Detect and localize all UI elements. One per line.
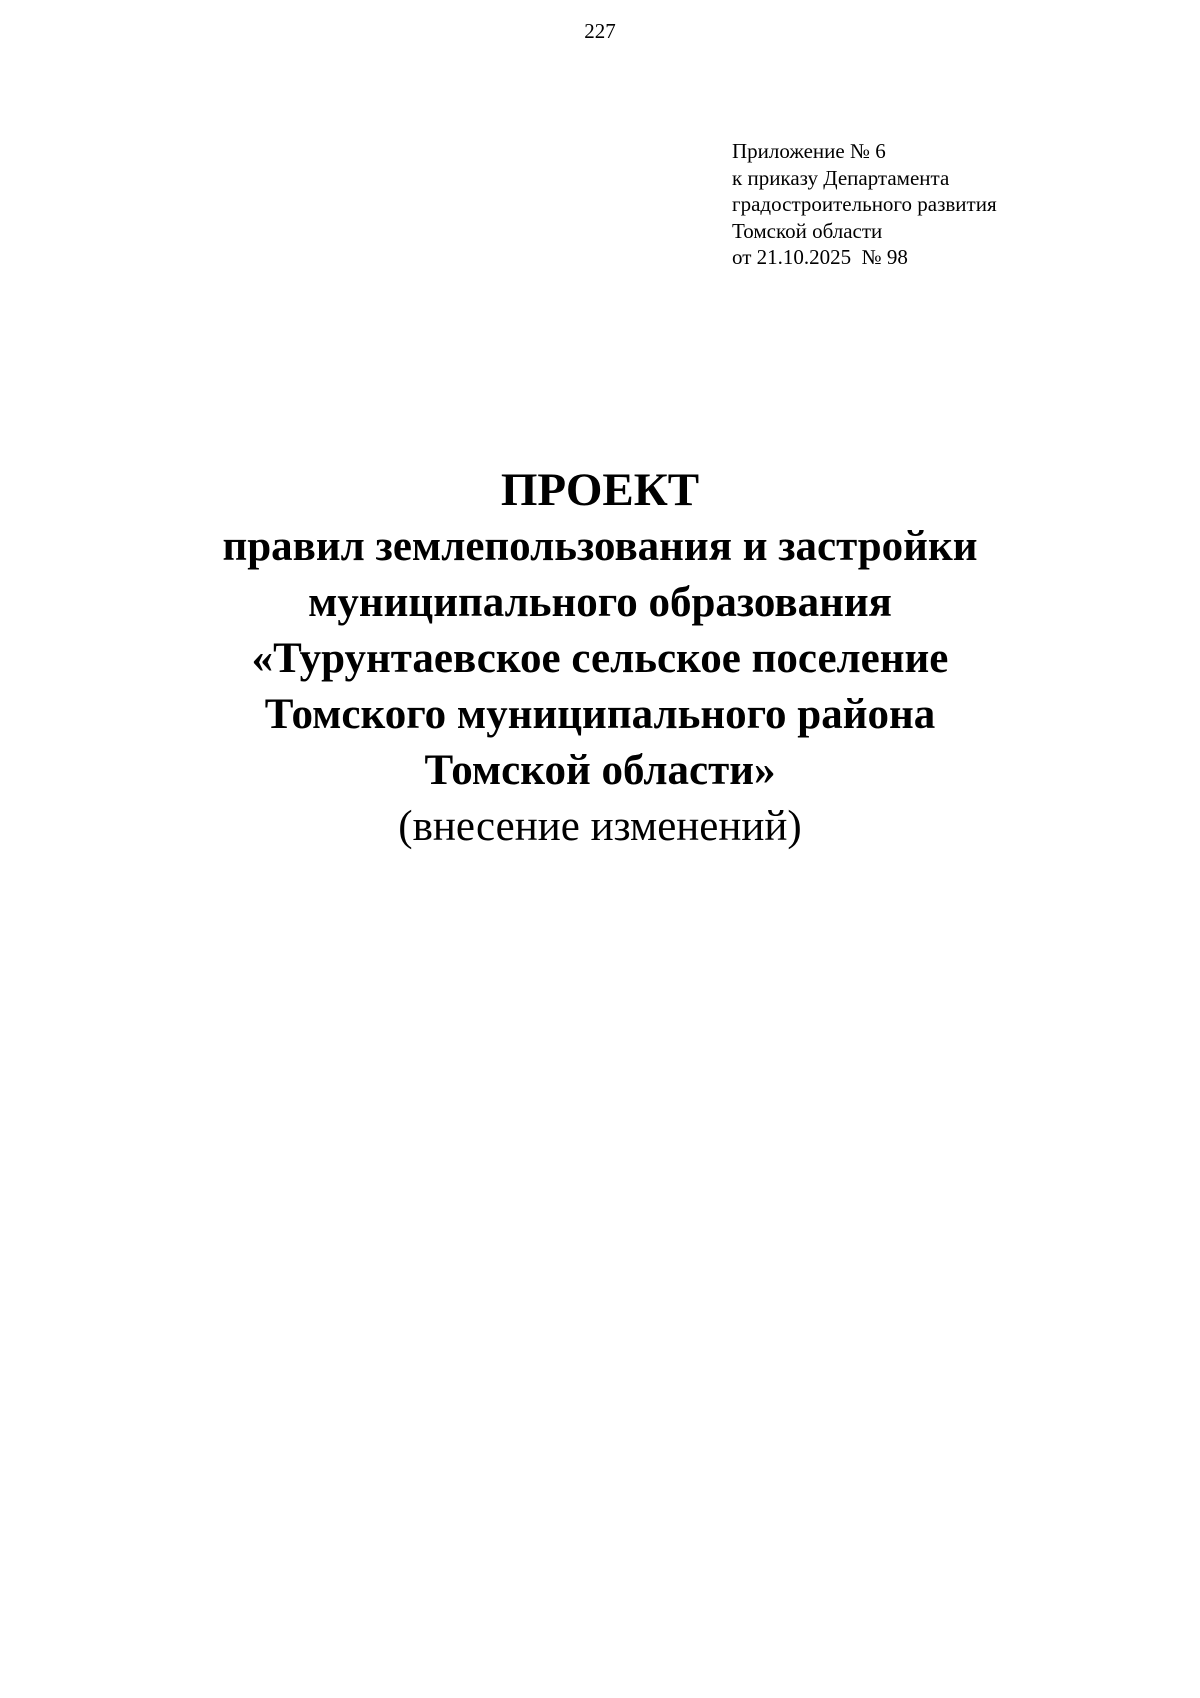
document-subtitle: (внесение изменений) [398, 803, 802, 850]
appendix-order-ref: к приказу Департамента [732, 165, 950, 190]
appendix-department: градостроительного развития [732, 192, 997, 216]
title-line: муниципального образования [308, 579, 892, 626]
title-line: «Турунтаевское сельское поселение [251, 635, 949, 682]
page-number: 227 [584, 19, 616, 43]
title-line: Томского муниципального района [264, 691, 936, 738]
appendix-title: Приложение № 6 [732, 139, 886, 163]
appendix-date-number: от 21.10.2025 № 98 [732, 245, 908, 269]
title-line: Томской области» [424, 747, 776, 794]
document-title-block [0, 462, 1200, 855]
title-line: правил землепользования и застройки [222, 523, 978, 570]
document-title: ПРОЕКТ [500, 464, 700, 516]
appendix-block [732, 138, 1172, 271]
appendix-region: Томской области [732, 218, 883, 243]
